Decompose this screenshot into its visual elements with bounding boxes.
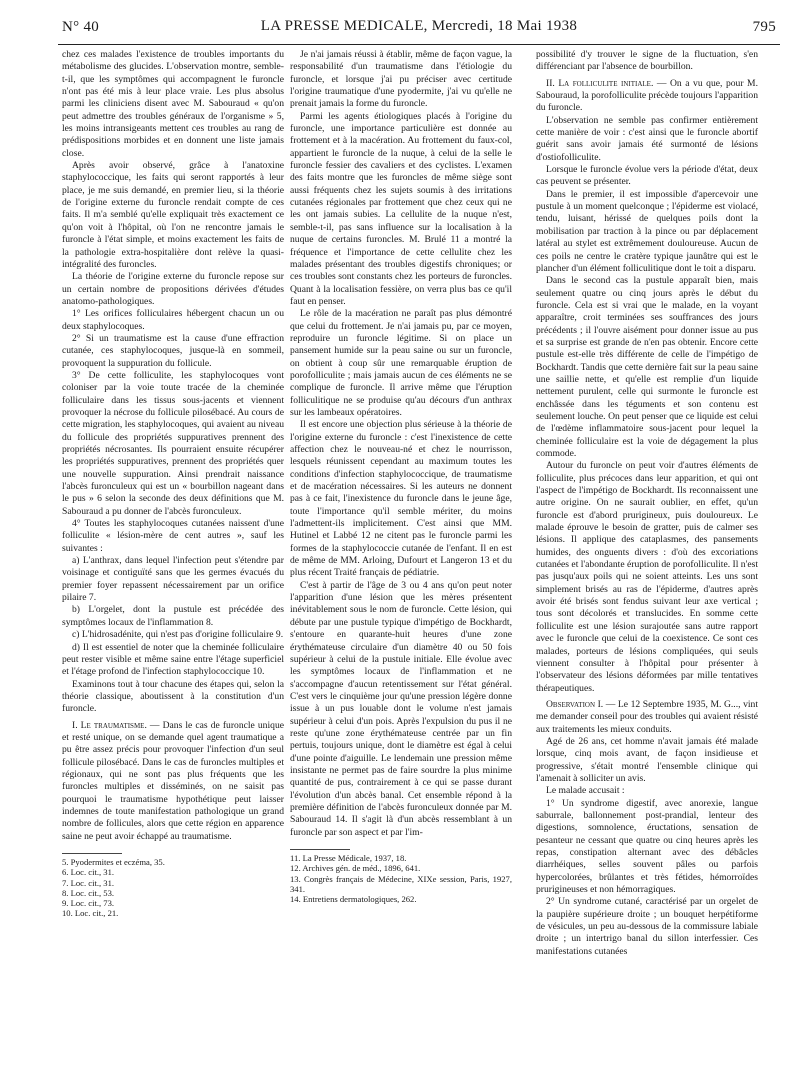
paragraph: Parmi les agents étiologiques placés à l'origine du furoncle, une importance particulière est donnée au frottement et à la macération. Au frottement du faux-col, appartient le furoncle de la nuque, à celui de la selle le furoncle fessier des cavaliers et des cyclistes. L'examen des faits montre que les furoncles de même siège sont aussi fréquents chez les sujets soumis à des irritations cutanées régionales par frottement que chez ceux qui ne les ont jamais subies. La cellulite de la nuque n'est, semble-t-il, pas sans influence sur la localisation à la nuque de certains furoncles. M. Brulé 11 a montré la fréquence et l'importance de cette cellulite chez les malades présentant des troubles digestifs chroniques; or ces troubles sont constants chez les porteurs de furoncles. Quant à la localisation fessière, on verra plus bas ce qu'il faut en penser.: [290, 110, 512, 307]
section-heading: I. Le traumatisme.: [72, 719, 147, 731]
column-2: [290, 49, 512, 1069]
paragraph: 3° De cette folliculite, les staphylocoques vont coloniser par la voie toute tracée de la cheminée folliculaire dans les tissus sous-jacents et viennent provoquer la nécrose du follicule pilosébacé. Au cours de cette migration, les staphylocoques, qui avaient au niveau du follicule des propriétés suppuratives prennent des propriétés nécrosantes. Ils pourraient ensuite récupérer les propriétés suppuratives, prennent des propriétés quer une nouvelle suppuration. Ainsi prendrait naissance l'abcès furonculeux qui est un « bourbillon nageant dans le pus » 6 selon la seconde des deux définitions que M. Sabouraud a pu donner de l'abcès furonculeux.: [62, 369, 284, 517]
observation-heading: Observation I.: [546, 698, 604, 710]
footnote: 8. Loc. cit., 53.: [62, 887, 115, 898]
footnote: 5. Pyodermites et eczéma, 35.: [62, 857, 165, 867]
paragraph: 1° Les orifices folliculaires hébergent chacun un ou deux staphylocoques.: [62, 308, 284, 332]
paragraph: Le rôle de la macération ne paraît pas plus démontré que celui du frottement. Je n'ai jamais pu, par ce moyen, reproduire un furoncle légitime. Si on place un pansement humide sur la peau saine ou sur un furoncle, on obtient à coup sûr une remarquable éruption de porofolliculite ; mais jamais aucun de ces éléments ne se complique de furoncle. Il arrive même que l'éruption folliculitique ne se produise qu'au décours d'un anthrax sur les lambeaux opératoires.: [290, 308, 512, 418]
issue-number: N° 40: [62, 19, 100, 35]
footnote-rule: [62, 853, 122, 854]
observation-paragraph: Observation I. — Le 12 Septembre 1935, M. G..., vint me demander conseil pour des troubles qui avaient résisté aux traitements les mieux conduits.: [536, 698, 758, 735]
paragraph: Dans le premier, il est impossible d'apercevoir une pustule à un moment quelconque ; l'épiderme est violacé, tendu, luisant, hérissé de quelques poils dont la mobilisation par traction à la pince ou par déplacement latéral au stylet est extrêmement douloureuse. Aucun de ces poils ne centre le cratère typique jaunâtre qui est le plancher d'un élément folliculitique dont le toit a disparu.: [536, 188, 758, 274]
paragraph: Après avoir observé, grâce à l'anatoxine staphylococcique, les faits qui seront rapportés à leur place, je me suis demandé, en premier lieu, si la théorie de l'origine externe du furoncle rendait compte de ces faits. Il m'a semblé qu'elle expliquait très exactement ce qu'on voit à l'hôpital, où l'on ne rencontre jamais le furoncle à l'état simple, et moins exactement les faits de la pathologie extra-hospitalière dont relève la quasi-intégralité des furoncles.: [62, 160, 284, 270]
footnote-rule: [290, 849, 350, 850]
footnote: 12. Archives gén. de méd., 1896, 641.: [290, 863, 421, 874]
paragraph: d) Il est essentiel de noter que la cheminée folliculaire peut rester visible et même saine entre l'étage superficiel et l'étage profond de l'infection staphylococcique 10.: [62, 641, 284, 678]
footnote: 6. Loc. cit., 31.: [62, 867, 115, 878]
footnote: 13. Congrès français de Médecine, XIXe session, Paris, 1927, 341.: [290, 873, 512, 894]
footnote: 11. La Presse Médicale, 1937, 18.: [290, 853, 407, 863]
journal-title: LA PRESSE MEDICALE, Mercredi, 18 Mai 1938: [260, 18, 578, 34]
section-paragraph: II. La folliculite initiale. — On a vu que, pour M. Sabouraud, la porofolliculite précède toujours l'apparition du furoncle.: [536, 77, 758, 114]
paragraph: Autour du furoncle on peut voir d'autres éléments de folliculite, plus précoces dans leur apparition, et qui ont l'aspect de l'impétigo de Bockhardt. Ils reconnaissent une autre origine. On ne saurait oublier, en effet, qu'un furoncle est d'abord prurigineux, puis douloureux. Le malade éprouve le besoin de gratter, puis de calmer ses lésions. Il applique des cataplasmes, des pansements humides, des onguents divers : d'où des excoriations cutanées et l'abondante éruption de porofolliculite. Il n'est pas jusqu'aux poils qui ne soient atteints. Les uns sont simplement brisés au ras de l'épiderme, d'autres après avoir été brisés sont fendus suivant leur axe vertical ; tous sont décolorés et translucides. En somme cette folliculite est une lésion surajoutée sans autre rapport avec le furoncle que celui de la coexistence. Ce sont ces malades, porteurs de lésions compliquées, qui seuls viennent consulter à l'hôpital pour présenter à l'observateur des lésions déformées par mille tentatives thérapeutiques.: [536, 460, 758, 694]
paragraph: possibilité d'y trouver le signe de la fluctuation, s'en différenciant par l'absence de bourbillon.: [536, 49, 758, 73]
paragraph: chez ces malades l'existence de troubles importants du métabolisme des glucides. L'observation montre, semble-t-il, que les symptômes qui accompagnent le furoncle n'ont pas été mis à leur place vraie. Les plus absolus parmi les cliniciens disent avec M. Sabouraud « qu'on peut admettre des troubles généraux de l'organisme » 5, les moins intransigeants mettent ces troubles au rang de prédispositions morbides et en donnent une liste jamais close.: [62, 49, 284, 159]
paragraph: L'observation ne semble pas confirmer entièrement cette manière de voir : c'est ainsi que le furoncle abortif guérit sans avoir jamais été surmonté de lésions d'ostiofolliculite.: [536, 114, 758, 163]
page-number: 795: [752, 19, 776, 35]
section-paragraph: I. Le traumatisme. — Dans le cas de furoncle unique et resté unique, on se demande quel agent traumatique a pu être assez précis pour provoquer l'infection d'un seul follicule pilosébacé. Dans le cas de furoncles multiples et régionaux, qui ne sont pas plus fréquents que les furoncles multiples et disséminés, on ne saisit pas pourquoi le traumatisme hypothétique peut laisser indemnes de toute manifestation pathologique un grand nombre de follicules, alors que cette région en apparence saine ne peut avoir échappé au traumatisme.: [62, 719, 284, 842]
paragraph: Agé de 26 ans, cet homme n'avait jamais été malade lorsque, cinq mois avant, de façon insidieuse et progressive, s'était montré l'ensemble clinique qui l'amenait à solliciter un avis.: [536, 735, 758, 784]
paragraph: C'est à partir de l'âge de 3 ou 4 ans qu'on peut noter l'apparition d'une lésion que les mères présentent inévitablement sous le nom de furoncle. Cette lésion, qui débute par une pustule typique d'impétigo de Bockhardt, s'entoure en quarante-huit heures d'une zone érythémateuse circulaire d'un diamètre 40 ou 50 fois supérieur à celui de la pustule initiale. Elle évolue avec les symptômes locaux de l'inflammation et ne s'accompagne d'aucun retentissement sur l'état général. C'est vers le cinquième jour qu'une pression légère donne issue à un pus louable dont le volume n'est jamais supérieur à celui d'un pois. Après l'expulsion du pus il ne reste qu'une zone érythémateuse centrée par un fin pertuis, toujours unique, dont le diamètre est égal à celui d'une pointe d'aiguille. Le lendemain une pression même insistante ne permet pas de faire sourdre la plus minime quantité de pus, contrairement à ce qui se passe durant l'évolution d'un abcès banal. Cet ensemble répond à la première définition de l'abcès furonculeux donnée par M. Sabouraud 14. Il s'agit là d'un abcès ressemblant à un furoncle par son aspect et par l'im-: [290, 579, 512, 838]
paragraph: 1° Un syndrome digestif, avec anorexie, langue saburrale, ballonnement post-prandial, lenteur des digestions, somnolence, éructations, sensation de pesanteur ne cessant que quatre ou cinq heures après les repas, constipation alternant avec des débâcles diarrhéiques, selles souvent pâles ou parfois hypercolorées, brûlantes et très fétides, hémorroïdes prurigineuses et non hémorragiques.: [536, 797, 758, 896]
paragraph: 4° Toutes les staphylocoques cutanées naissent d'une folliculite « lésion-mère de cent autres », sauf les suivantes :: [62, 518, 284, 554]
paragraph: a) L'anthrax, dans lequel l'infection peut s'étendre par voisinage et contiguïté sans que les germes évacués du premier foyer repassent nécessairement par un orifice pilaire 7.: [62, 555, 284, 604]
header-rule: [58, 44, 780, 45]
column-3: [536, 49, 758, 1069]
section-heading: II. La folliculite initiale.: [546, 77, 654, 89]
column-1: [62, 49, 284, 1069]
footnote: 14. Entretiens dermatologiques, 262.: [290, 894, 417, 905]
paragraph: 2° Un syndrome cutané, caractérisé par un orgelet de la paupière supérieure droite ; un bouquet herpétiforme de vésicules, un peu au-dessous de la commissure labiale droite ; un intertrigo banal du sillon interfessier. Ces manifestations cutanées: [536, 896, 758, 957]
paragraph: Lorsque le furoncle évolue vers la période d'état, deux cas peuvent se présenter.: [536, 164, 758, 188]
paragraph: 2° Si un traumatisme est la cause d'une effraction cutanée, ces staphylocoques, jusque-là en sommeil, provoquent la suppuration du follicule.: [62, 332, 284, 369]
footnote: 9. Loc. cit., 73.: [62, 898, 115, 909]
paragraph: Examinons tout à tour chacune des étapes qui, selon la théorie classique, aboutissent à la constitution d'un furoncle.: [62, 678, 284, 715]
paragraph: La théorie de l'origine externe du furoncle repose sur un certain nombre de propositions dérivées d'études anatomo-pathologiques.: [62, 271, 284, 307]
paragraph: b) L'orgelet, dont la pustule est précédée des symptômes locaux de l'inflammation 8.: [62, 604, 284, 628]
paragraph: Je n'ai jamais réussi à établir, même de façon vague, la responsabilité d'un traumatisme dans l'étiologie du furoncle, et lorsque j'ai pu préciser avec certitude l'origine traumatique d'une pyodermite, j'ai vu qu'elle ne prenait jamais la forme du furoncle.: [290, 49, 512, 110]
paragraph: Le malade accusait :: [546, 785, 625, 797]
paragraph: Dans le second cas la pustule apparaît bien, mais seulement quatre ou cinq jours après le début du furoncle. Cela est si vrai que le malade, en la voyant apparaître, croit terminées ses souffrances des jours précédents ; il l'ouvre aisément pour donner issue au pus et sa surprise est grande de n'en pas obtenir. Encore cette pustule est-elle très différente de celle de l'impétigo de Bockhardt. Tandis que cette dernière fait sur la peau saine une saillie nette, et qu'elle est remplie d'un liquide nettement purulent, celle qui surmonte le furoncle est enchâssée dans les téguments et son contenu est seulement louche. On peut penser que ce liquide est celui de l'œdème inflammatoire sous-jacent pour lequel la cheminée folliculaire est la voie de dégagement la plus commode.: [536, 275, 758, 459]
paragraph: Il est encore une objection plus sérieuse à la théorie de l'origine externe du furoncle : c'est l'inexistence de cette affection chez le nouveau-né et chez le nourrisson, lesquels réunissent cependant au maximum toutes les conditions d'infection staphylococcique, de traumatisme et de macération nécessaires. Si les auteurs ne donnent pas à ce fait, l'inexistence du furoncle dans le jeune âge, toute l'importance qu'il semble mériter, du moins l'admettent-ils implicitement. C'est ainsi que MM. Hutinel et Labbé 12 ne citent pas le furoncle parmi les formes de la staphylococcie cutanée de l'enfant. Il en est de même de MM. Arloing, Dufourt et Langeron 13 et du plus récent Traité français de pédiatrie.: [290, 419, 512, 579]
running-header: [62, 16, 776, 40]
footnote: 10. Loc. cit., 21.: [62, 908, 119, 919]
footnote: 7. Loc. cit., 31.: [62, 877, 115, 888]
paragraph: c) L'hidrosadénite, qui n'est pas d'origine folliculaire 9.: [72, 629, 284, 641]
